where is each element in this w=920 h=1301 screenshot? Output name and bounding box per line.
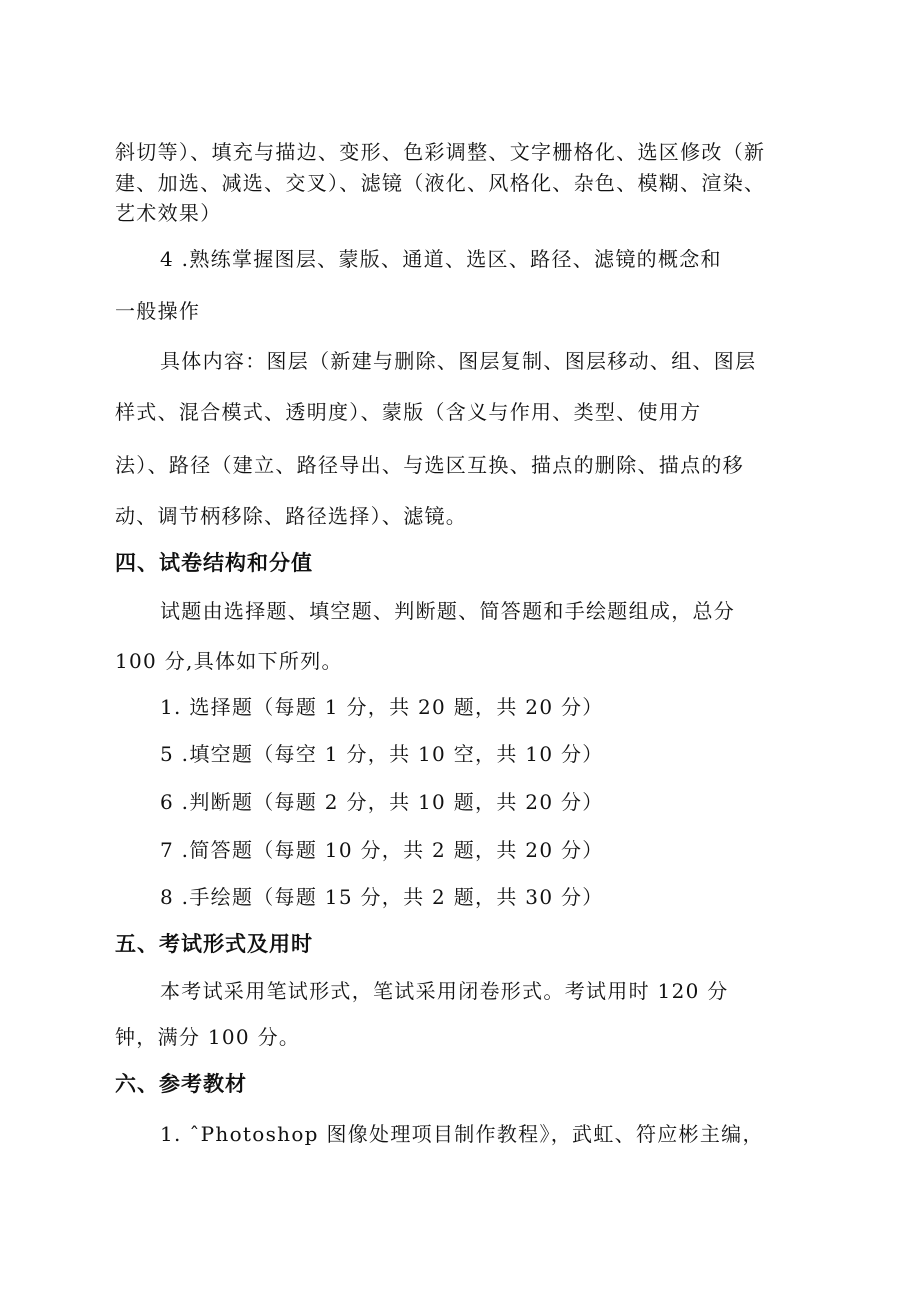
list-item: 7 .简答题（每题 10 分，共 2 题，共 20 分） <box>160 838 604 862</box>
section-heading: 五、考试形式及用时 <box>115 932 313 956</box>
list-item: 4 .熟练掌握图层、蒙版、通道、选区、路径、滤镜的概念和 <box>160 247 722 271</box>
paragraph-line: 斜切等）、填充与描边、变形、色彩调整、文字栅格化、选区修改（新 <box>115 140 766 164</box>
section-heading: 四、试卷结构和分值 <box>115 551 313 575</box>
list-item: 5 .填空题（每空 1 分，共 10 空，共 10 分） <box>160 742 604 766</box>
paragraph-line: 样式、混合模式、透明度）、蒙版（含义与作用、类型、使用方 <box>115 400 702 424</box>
paragraph-line: 100 分,具体如下所列。 <box>115 649 343 673</box>
paragraph-line: 一般操作 <box>115 299 201 323</box>
list-item: 8 .手绘题（每题 15 分，共 2 题，共 30 分） <box>160 885 604 909</box>
paragraph-line: 具体内容：图层（新建与删除、图层复制、图层移动、组、图层 <box>160 349 757 373</box>
paragraph-line: 本考试采用笔试形式，笔试采用闭卷形式。考试用时 120 分 <box>160 979 729 1003</box>
paragraph-line: 法）、路径（建立、路径导出、与选区互换、描点的删除、描点的移 <box>115 453 744 477</box>
paragraph-line: 试题由选择题、填空题、判断题、简答题和手绘题组成，总分 <box>160 599 736 623</box>
paragraph-line: 动、调节柄移除、路径选择）、滤镜。 <box>115 504 468 528</box>
section-heading: 六、参考教材 <box>115 1072 247 1096</box>
list-item: 6 .判断题（每题 2 分，共 10 题，共 20 分） <box>160 790 604 814</box>
reference-item: 1. ˆPhotoshop 图像处理项目制作教程》，武虹、符应彬主编， <box>160 1122 764 1146</box>
paragraph-line: 艺术效果） <box>115 201 222 225</box>
list-item: 1. 选择题（每题 1 分，共 20 题，共 20 分） <box>160 695 604 719</box>
paragraph-line: 钟，满分 100 分。 <box>115 1025 301 1049</box>
paragraph-line: 建、加选、减选、交叉）、滤镜（液化、风格化、杂色、模糊、渲染、 <box>115 171 766 195</box>
